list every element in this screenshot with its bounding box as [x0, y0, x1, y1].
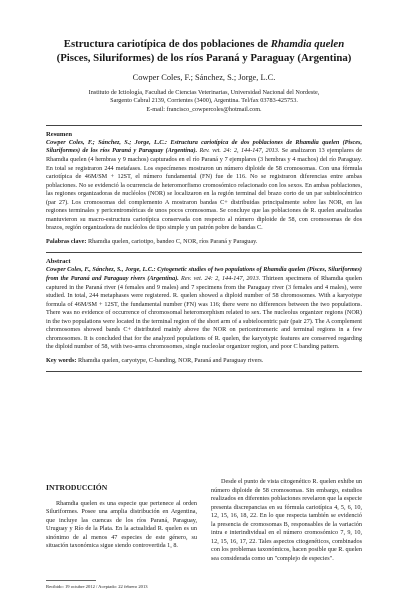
received-footnote: Recibido: 19 octubre 2012 / Aceptado: 22 febrero 2013 [46, 584, 148, 589]
keywords-text: Rhamdia quelen, caryotype, C-banding, NOR, Paraná and Paraguay rivers. [76, 356, 264, 364]
resumen-text [46, 139, 362, 233]
abstract-text [46, 266, 362, 351]
affiliation-line: Instituto de Ictiología, Facultad de Ciencias Veterinarias, Universidad Nacional del Nordeste, [88, 89, 320, 96]
top-divider [46, 125, 362, 126]
intro-heading: INTRODUCCIÓN [46, 483, 108, 492]
palabras-text: Rhamdia quelen, cariotipo, bandeo C, NOR, ríos Paraná y Paraguay. [86, 237, 258, 245]
intro-right-paragraph: Desde el punto de vista citogenético R. quelen exhibe un número diploide de 58 cromosomas. Sin embargo, estudios realizados en diferentes poblaciones revelaron que la especie presenta discrepancias en su fórmula cariotípica 4, 5, 6, 10, 12, 15, 16, 18, 22. En lo que respecta también se evidenció la presencia de cromosomas B, responsables de la variación intra e interindividual en el número cromosómico 7, 9, 10, 12, 15, 16, 17, 22. Tales aspectos citogenéticos, combinados con los problemas taxonómicos, hacen posible que R. quelen sea considerada como un "complejo de especies". [211, 478, 362, 562]
title-species: Rhamdia quelen [270, 38, 345, 50]
abstract-body: Thirteen specimens of Rhamdia quelen captured in the Paraná river (4 females and 9 males) and 7 specimens from the Paraguay river (3 females and 4 males), were studied. In total, 244 metaphases were registered. R. quelen showed a diploid number of 58 chromosomes. With a karyotype formula of 46M/SM + 12ST, the fundamental number (FN) was 116; there were no differences between the two populations. There was no evidence of occurrence of chromosomal heteromorphism related to sex. The nucleolus organizer regions (NOR) in the two populations were located in the terminal region of the short arm of a subtelocentric pair (pair 27). The A complement chromosomes showed bands C+ distributed mainly above the NOR on pericentromeric and terminal regions in a few chromosomes. It is concluded that for the analyzed populations of R. quelen, the karyotypic features are conserved regarding the diploid number of 58, with two-arms chromosomes, single nucleolar organizer region, and poor C banding pattern. [46, 275, 363, 351]
left-column [46, 478, 197, 563]
resumen-heading: Resumen [46, 130, 73, 138]
bottom-divider [46, 371, 362, 372]
affiliation-line: Sargento Cabral 2139, Corrientes (3400), Argentina. Tel/fax 03783-425753. [110, 97, 298, 105]
title-line2-text: (Pisces, Siluriformes) de los ríos Paraná y Paraguay (Argentina) [56, 51, 352, 64]
resumen-ref: Rev. vet. 24: 2, 144-147, 2013. [199, 147, 280, 155]
abstract-ref: Rev. vet. 24: 2, 144-147, 2013. [181, 275, 261, 282]
resumen-citation: Cowper Coles, F.; Sánchez, S.; Jorge, L.C.: Estructura cariotípica de dos poblaciones de Rhamdia quelen (Pisces, Siluriformes) de los ríos Paraná y Paraguay (Argentina). [46, 138, 362, 155]
palabras-label: Palabras clave: [46, 237, 87, 245]
body-columns [46, 478, 362, 563]
intro-left-paragraph: Rhamdia quelen es una especie que pertenece al orden Siluriformes. Posee una amplia distribución en Argentina, que incluye las cuencas de los ríos Paraná, Paraguay, Uruguay y Río de la Plata. En la actualidad R. quelen es un sinónimo de al menos 47 especies de este género, su situación taxonómica sigue siendo controvertida 1, 8. [46, 499, 197, 550]
title-line1-text: Estructura cariotípica de dos poblaciones de [63, 38, 271, 50]
affiliation [46, 89, 362, 114]
abstract-heading: Abstract [46, 258, 71, 266]
middle-divider [46, 252, 362, 253]
authors: Cowper Coles, F.; Sánchez, S.; Jorge, L.C. [132, 73, 276, 82]
key-words [46, 357, 362, 366]
footnote-rule [46, 580, 96, 581]
affiliation-email: E-mail: francisco_cowpercoles@hotmail.com. [146, 105, 262, 113]
resumen-body: Se analizaron 13 ejemplares de Rhamdia quelen (4 hembras y 9 machos) capturados en el río Paraná y 7 ejemplares (3 hembras y 4 machos) del río Paraguay. En total se registraron 244 metafases. Los especímenes mostraron un número diploide de 58 cromosomas. Con una fórmula cariotípica de 46M/SM + 12ST, el número fundamental (FN) fue de 116. No se registraron diferencias entre ambas poblaciones. No se evidenció la ocurrencia de heteromorfismo cromosómico relacionado con los sexos. En ambas poblaciones, las regiones organizadoras de nucléolos (NOR) se localizaron en la región terminal del brazo corto de un par subtelocéntrico (par 27). Los cromosomas del complemento A mostraron bandas C+ distribuidas principalmente sobre las NOR, en las regiones terminales y pericentroméricas de unos pocos cromosomas. Se concluye que las poblaciones de R. quelen analizadas mantuvieron su macro-estructura cariotípica conservada con respecto al número diploide de 58, con cromosomas de dos brazos, región organizadora de nucléolos de tipo simple y un patrón pobre de bandas C. [46, 147, 363, 232]
right-column [211, 478, 362, 563]
palabras-clave [46, 238, 362, 247]
abstract-citation: Cowper Coles, F., Sánchez, S., Jorge, L.C.: Cytogenetic studies of two populations of Rhamdia quelen (Pisces, Siluriformes) from the Paraná and Paraguay rivers (Argentina). [46, 266, 362, 282]
article-title [46, 38, 362, 65]
keywords-label: Key words: [46, 356, 77, 364]
